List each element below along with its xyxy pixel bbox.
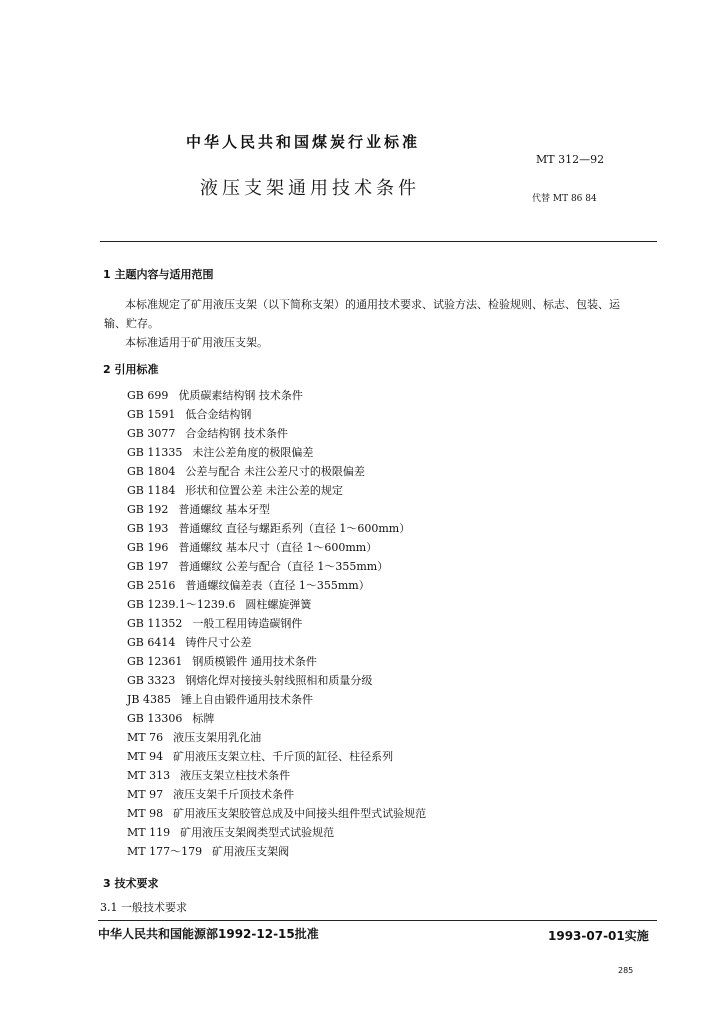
reference-code: GB 193 (127, 522, 169, 535)
reference-item (127, 500, 426, 519)
reference-title: 矿用液压支架胶管总成及中间接头组件型式试验规范 (173, 807, 427, 820)
industry-standard-heading: 中华人民共和国煤炭行业标准 (186, 133, 421, 151)
reference-title: 矿用液压支架立柱、千斤顶的缸径、柱径系列 (173, 750, 394, 763)
reference-code: GB 2516 (127, 579, 176, 592)
reference-title: 优质碳素结构钢 技术条件 (178, 389, 303, 402)
reference-title: 铸件尺寸公差 (185, 636, 252, 649)
reference-title: 低合金结构钢 (185, 408, 252, 421)
page-number: 285 (618, 966, 634, 975)
reference-title: 普通螺纹 基本尺寸（直径 1～600mm） (178, 541, 378, 554)
implementation-date: 1993-07-01实施 (548, 929, 649, 943)
document-title: 液压支架通用技术条件 (200, 178, 420, 199)
reference-title: 锤上自由锻件通用技术条件 (180, 693, 313, 706)
section-1-heading: 1 主题内容与适用范围 (103, 268, 214, 281)
reference-item (127, 424, 426, 443)
reference-code: GB 6414 (127, 636, 176, 649)
issue-statement: 中华人民共和国能源部1992-12-15批准 (98, 927, 319, 941)
reference-title: 未注公差角度的极限偏差 (192, 446, 314, 459)
reference-code: GB 197 (127, 560, 169, 573)
reference-title: 普通螺纹 直径与螺距系列（直径 1～600mm） (178, 522, 411, 535)
reference-title: 圆柱螺旋弹簧 (245, 598, 312, 611)
reference-title: 液压支架用乳化油 (173, 731, 262, 744)
reference-item (127, 386, 426, 405)
reference-item (127, 690, 426, 709)
reference-item (127, 766, 426, 785)
reference-item (127, 405, 426, 424)
replaces-note: 代替 MT 86 84 (532, 194, 597, 204)
reference-code: MT 177～179 (127, 845, 203, 858)
reference-item (127, 462, 426, 481)
reference-code: GB 11335 (127, 446, 183, 459)
reference-code: GB 12361 (127, 655, 183, 668)
footer-divider (98, 920, 657, 921)
reference-item (127, 576, 426, 595)
reference-code: GB 1239.1～1239.6 (127, 598, 236, 611)
section-1-paragraph-2: 本标准适用于矿用液压支架。 (125, 336, 268, 349)
reference-code: MT 76 (127, 731, 164, 744)
reference-code: GB 1591 (127, 408, 176, 421)
reference-item (127, 614, 426, 633)
reference-item (127, 823, 426, 842)
reference-title: 一般工程用铸造碳钢件 (192, 617, 303, 630)
reference-code: MT 313 (127, 769, 171, 782)
reference-code: GB 196 (127, 541, 169, 554)
reference-item (127, 633, 426, 652)
header-divider (100, 241, 657, 242)
reference-title: 普通螺纹 公差与配合（直径 1～355mm） (178, 560, 389, 573)
reference-item (127, 652, 426, 671)
reference-item (127, 595, 426, 614)
reference-item (127, 481, 426, 500)
section-2-heading: 2 引用标准 (103, 363, 159, 376)
reference-title: 矿用液压支架阀 (212, 845, 290, 858)
reference-item (127, 557, 426, 576)
reference-item (127, 519, 426, 538)
reference-code: MT 119 (127, 826, 171, 839)
reference-item (127, 728, 426, 747)
reference-title: 矿用液压支架阀类型式试验规范 (180, 826, 335, 839)
reference-title: 普通螺纹 基本牙型 (178, 503, 270, 516)
reference-title: 钢质模锻件 通用技术条件 (192, 655, 317, 668)
reference-title: 液压支架立柱技术条件 (180, 769, 291, 782)
section-3-1-heading: 3.1 一般技术要求 (100, 901, 187, 914)
reference-item (127, 747, 426, 766)
section-3-heading: 3 技术要求 (103, 877, 159, 890)
reference-code: GB 1184 (127, 484, 176, 497)
reference-code: GB 13306 (127, 712, 183, 725)
reference-item (127, 804, 426, 823)
reference-item (127, 785, 426, 804)
reference-code: GB 699 (127, 389, 169, 402)
reference-item (127, 671, 426, 690)
reference-list (127, 386, 426, 861)
standard-number: MT 312—92 (536, 153, 605, 166)
reference-title: 液压支架千斤顶技术条件 (173, 788, 295, 801)
reference-code: JB 4385 (127, 693, 171, 706)
section-1-paragraph-1-line-1: 本标准规定了矿用液压支架（以下简称支架）的通用技术要求、试验方法、检验规则、标志、包装、运 (125, 298, 620, 311)
reference-title: 公差与配合 未注公差尺寸的极限偏差 (185, 465, 365, 478)
reference-code: GB 3077 (127, 427, 176, 440)
section-1-paragraph-1-line-2: 输、贮存。 (104, 317, 159, 330)
reference-title: 标牌 (192, 712, 215, 725)
reference-title: 合金结构钢 技术条件 (185, 427, 288, 440)
reference-code: GB 1804 (127, 465, 176, 478)
reference-title: 普通螺纹偏差表（直径 1～355mm） (185, 579, 370, 592)
reference-item (127, 842, 426, 861)
reference-code: GB 3323 (127, 674, 176, 687)
reference-code: MT 94 (127, 750, 164, 763)
reference-title: 钢熔化焊对接接头射线照相和质量分级 (185, 674, 373, 687)
reference-code: GB 192 (127, 503, 169, 516)
reference-code: MT 98 (127, 807, 164, 820)
reference-item (127, 709, 426, 728)
reference-code: GB 11352 (127, 617, 183, 630)
reference-code: MT 97 (127, 788, 164, 801)
reference-title: 形状和位置公差 未注公差的规定 (185, 484, 343, 497)
reference-item (127, 443, 426, 462)
reference-item (127, 538, 426, 557)
